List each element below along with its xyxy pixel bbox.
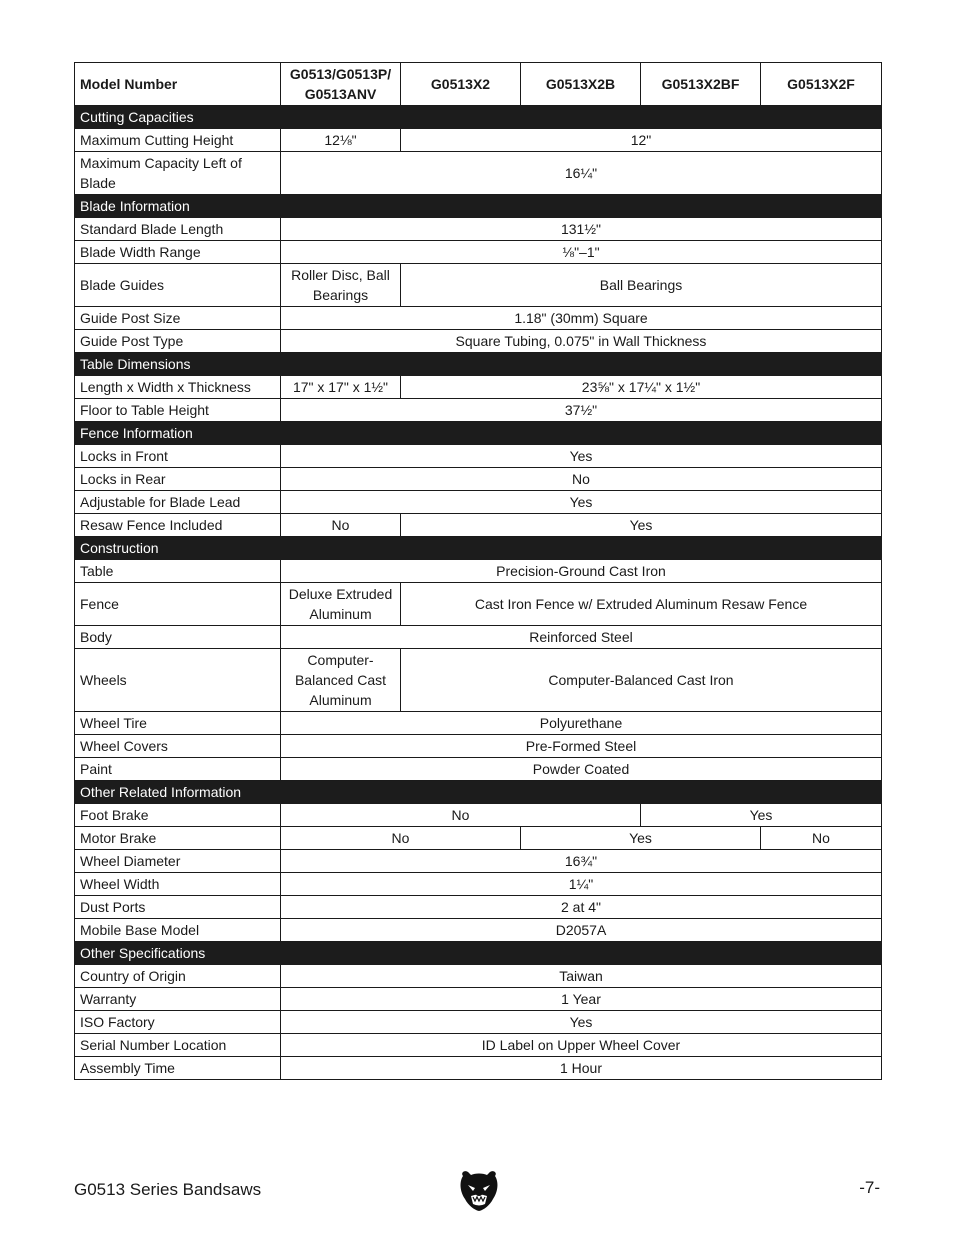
row-value: Taiwan: [281, 965, 882, 988]
row-value: 131½": [281, 218, 882, 241]
table-row: [75, 129, 882, 152]
row-value: Yes: [521, 827, 761, 850]
row-value: Powder Coated: [281, 758, 882, 781]
section-title: Blade Information: [75, 195, 882, 218]
row-value: Ball Bearings: [401, 264, 882, 307]
row-label: Paint: [75, 758, 281, 781]
table-row: [75, 873, 882, 896]
row-value: ⅛"–1": [281, 241, 882, 264]
table-row: [75, 468, 882, 491]
row-label: Warranty: [75, 988, 281, 1011]
table-row: [75, 560, 882, 583]
row-label: Table: [75, 560, 281, 583]
row-label: Fence: [75, 583, 281, 626]
section-header-row: [75, 106, 882, 129]
table-row: [75, 376, 882, 399]
row-label: Dust Ports: [75, 896, 281, 919]
row-value: Square Tubing, 0.075" in Wall Thickness: [281, 330, 882, 353]
row-value: 37½": [281, 399, 882, 422]
section-header-row: [75, 195, 882, 218]
table-row: [75, 965, 882, 988]
row-label: Blade Width Range: [75, 241, 281, 264]
row-value: 16¾": [281, 850, 882, 873]
table-row: [75, 514, 882, 537]
table-row: [75, 330, 882, 353]
table-row: [75, 445, 882, 468]
row-value: Reinforced Steel: [281, 626, 882, 649]
row-value: 1.18" (30mm) Square: [281, 307, 882, 330]
row-label: Maximum Cutting Height: [75, 129, 281, 152]
row-label: Maximum Capacity Left of Blade: [75, 152, 281, 195]
row-value: Polyurethane: [281, 712, 882, 735]
table-row: [75, 850, 882, 873]
row-label: Country of Origin: [75, 965, 281, 988]
table-row: [75, 399, 882, 422]
row-value: Pre-Formed Steel: [281, 735, 882, 758]
row-label: Resaw Fence Included: [75, 514, 281, 537]
model-header: G0513/G0513P/ G0513ANV: [281, 63, 401, 106]
row-label: Guide Post Size: [75, 307, 281, 330]
row-value: 1 Year: [281, 988, 882, 1011]
table-row: [75, 218, 882, 241]
row-value: 12⅛": [281, 129, 401, 152]
row-label: Standard Blade Length: [75, 218, 281, 241]
row-value: 17" x 17" x 1½": [281, 376, 401, 399]
model-header: G0513X2B: [521, 63, 641, 106]
row-value: No: [281, 827, 521, 850]
row-label: Length x Width x Thickness: [75, 376, 281, 399]
row-value: Yes: [401, 514, 882, 537]
row-label: Wheel Diameter: [75, 850, 281, 873]
row-value: 1 Hour: [281, 1057, 882, 1080]
page-number: -7-: [859, 1178, 880, 1197]
row-value: No: [281, 468, 882, 491]
row-value: 2 at 4": [281, 896, 882, 919]
row-value: Computer-Balanced Cast Iron: [401, 649, 882, 712]
table-row: [75, 491, 882, 514]
section-header-row: [75, 781, 882, 804]
row-value: Yes: [641, 804, 882, 827]
row-value: Yes: [281, 491, 882, 514]
row-value: Cast Iron Fence w/ Extruded Aluminum Resaw Fence: [401, 583, 882, 626]
table-row: [75, 649, 882, 712]
specifications-table: [74, 62, 882, 1080]
bear-head-icon: [457, 1168, 501, 1212]
section-title: Construction: [75, 537, 882, 560]
row-value: Yes: [281, 445, 882, 468]
row-label: Motor Brake: [75, 827, 281, 850]
row-value: No: [281, 514, 401, 537]
table-row: [75, 307, 882, 330]
row-label: Mobile Base Model: [75, 919, 281, 942]
row-label: Wheels: [75, 649, 281, 712]
table-row: [75, 827, 882, 850]
row-label: Wheel Tire: [75, 712, 281, 735]
row-value: Deluxe Extruded Aluminum: [281, 583, 401, 626]
table-row: [75, 1057, 882, 1080]
row-label: Foot Brake: [75, 804, 281, 827]
row-label: Adjustable for Blade Lead: [75, 491, 281, 514]
row-label: Guide Post Type: [75, 330, 281, 353]
specifications-table-body: [75, 63, 882, 1080]
section-title: Table Dimensions: [75, 353, 882, 376]
row-label: Body: [75, 626, 281, 649]
section-header-row: [75, 942, 882, 965]
table-row: [75, 152, 882, 195]
table-header-row: [75, 63, 882, 106]
header-label: Model Number: [75, 63, 281, 106]
section-title: Other Specifications: [75, 942, 882, 965]
section-title: Other Related Information: [75, 781, 882, 804]
row-value: 1¼": [281, 873, 882, 896]
row-value: 12": [401, 129, 882, 152]
row-value: 23⅝" x 17¼" x 1½": [401, 376, 882, 399]
table-row: [75, 712, 882, 735]
section-title: Fence Information: [75, 422, 882, 445]
row-value: No: [281, 804, 641, 827]
row-label: Wheel Width: [75, 873, 281, 896]
footer-title: G0513 Series Bandsaws: [74, 1180, 262, 1199]
table-row: [75, 804, 882, 827]
table-row: [75, 264, 882, 307]
model-header: G0513X2F: [761, 63, 882, 106]
table-row: [75, 241, 882, 264]
row-label: Blade Guides: [75, 264, 281, 307]
section-title: Cutting Capacities: [75, 106, 882, 129]
model-header: G0513X2BF: [641, 63, 761, 106]
section-header-row: [75, 422, 882, 445]
table-row: [75, 735, 882, 758]
section-header-row: [75, 353, 882, 376]
row-label: ISO Factory: [75, 1011, 281, 1034]
table-row: [75, 758, 882, 781]
row-label: Wheel Covers: [75, 735, 281, 758]
row-label: Floor to Table Height: [75, 399, 281, 422]
row-value: Roller Disc, Ball Bearings: [281, 264, 401, 307]
row-label: Locks in Front: [75, 445, 281, 468]
row-value: D2057A: [281, 919, 882, 942]
table-row: [75, 1011, 882, 1034]
row-value: ID Label on Upper Wheel Cover: [281, 1034, 882, 1057]
table-row: [75, 896, 882, 919]
row-value: Precision-Ground Cast Iron: [281, 560, 882, 583]
section-header-row: [75, 537, 882, 560]
table-row: [75, 626, 882, 649]
row-label: Assembly Time: [75, 1057, 281, 1080]
row-value: No: [761, 827, 882, 850]
table-row: [75, 988, 882, 1011]
row-value: 16¼": [281, 152, 882, 195]
row-label: Locks in Rear: [75, 468, 281, 491]
row-value: Yes: [281, 1011, 882, 1034]
table-row: [75, 1034, 882, 1057]
table-row: [75, 919, 882, 942]
model-header: G0513X2: [401, 63, 521, 106]
row-label: Serial Number Location: [75, 1034, 281, 1057]
row-value: Computer-Balanced Cast Aluminum: [281, 649, 401, 712]
table-row: [75, 583, 882, 626]
